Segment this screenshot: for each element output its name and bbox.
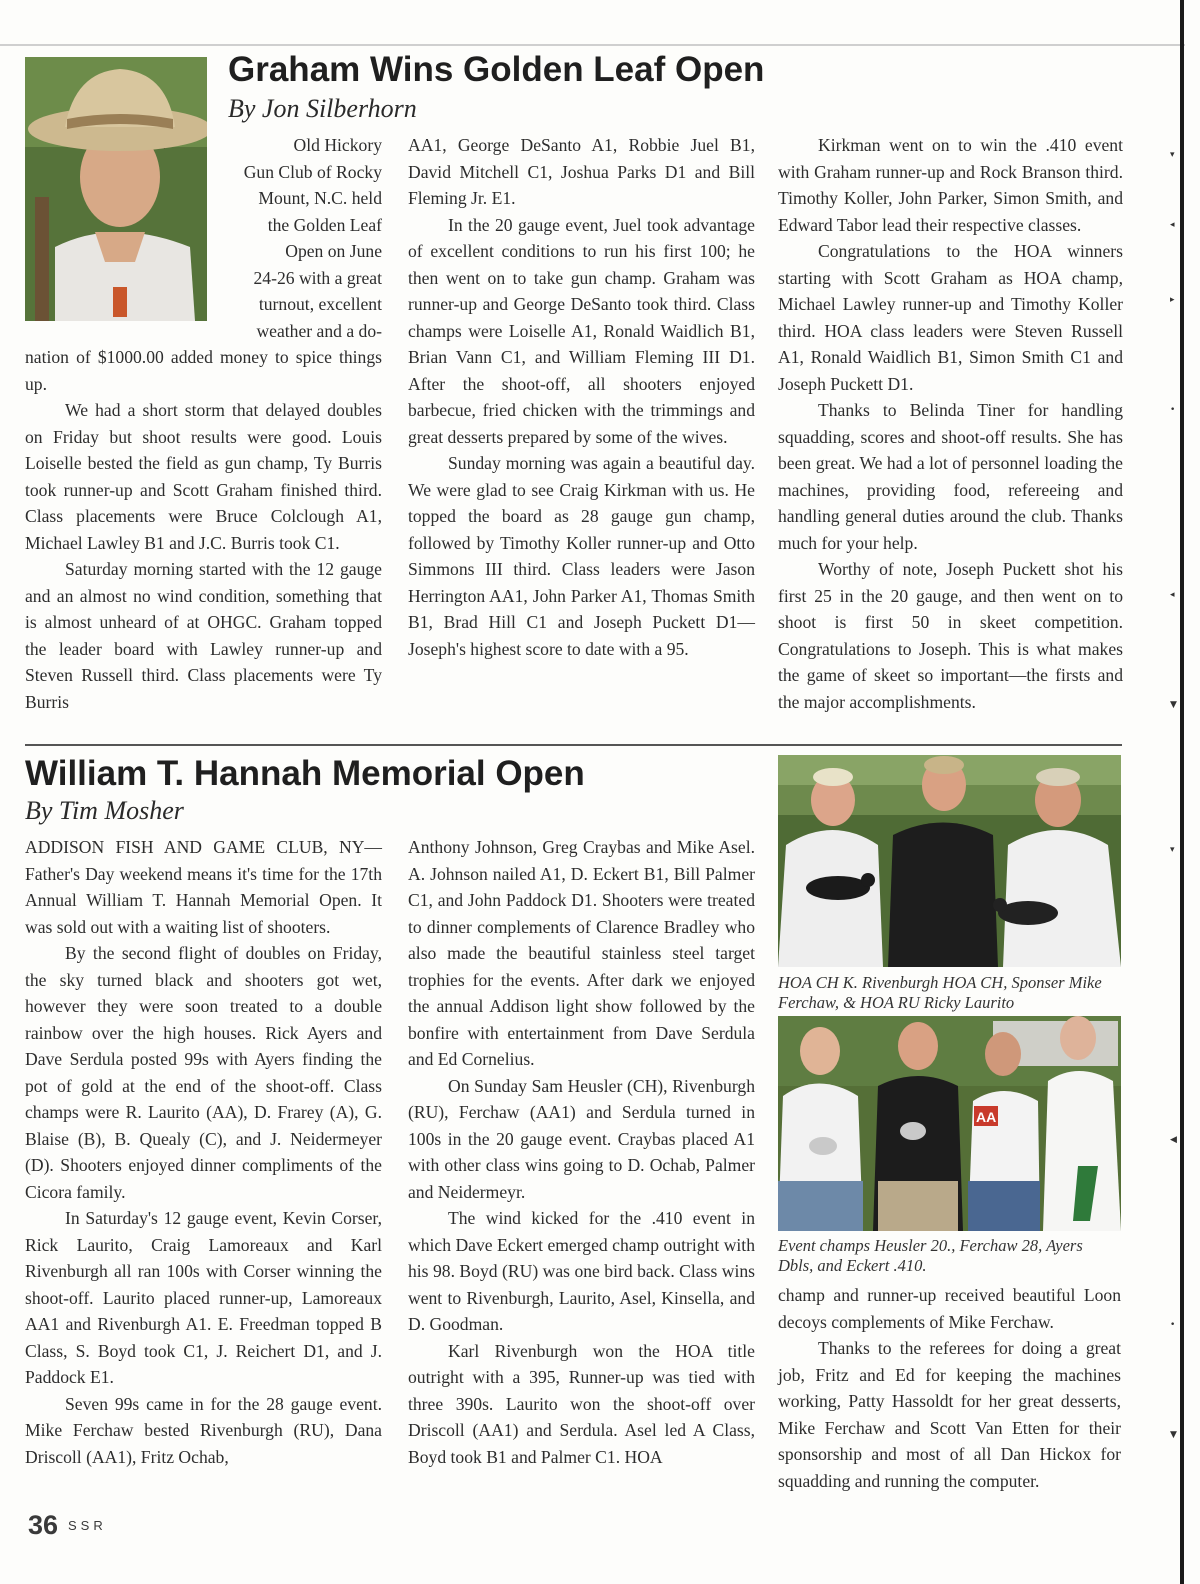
article1-column3 bbox=[778, 132, 1123, 715]
paragraph: Thanks to Belinda Tiner for handling squadding, scores and shoot-off results. She has been great. We had a lot of personnel loading the machines, providing food, refereeing and handling general duties around the club. Thanks much for your help. bbox=[778, 400, 1123, 553]
article-title: William T. Hannah Memorial Open bbox=[25, 754, 585, 793]
paragraph: nation of $1000.00 added money to spice things up. bbox=[25, 347, 382, 394]
scan-artifact: • bbox=[1170, 405, 1176, 415]
author-portrait-photo bbox=[25, 57, 207, 321]
scan-artifact: ▼ bbox=[1170, 700, 1177, 710]
paragraph: In Saturday's 12 gauge event, Kevin Corser, Rick Laurito, Craig Lamoreaux and Karl Rivenburgh all ran 100s with Corser winning the shoot-off. Laurito placed runner-up, Lamoreaux AA1 and Rivenburgh A1. E. Freedman topped B Class, S. Boyd took C1, J. Reichert D1, and J. Paddock E1. bbox=[25, 1208, 382, 1387]
paragraph: By the second flight of doubles on Friday, the sky turned black and shooters got wet, however they were soon treated to a double rainbow over the high houses. Rick Ayers and Dave Serdula posted 99s with Ayers finding the pot of gold at the end of the shoot-off. Class champs were R. Laurito (AA), D. Frarey (A), G. Blaise (B), B. Quealy (C), and J. Neidermeyer (D). Shooters enjoyed dinner compliments of the Cicora family. bbox=[25, 943, 382, 1202]
scan-artifact: ◂ bbox=[1170, 220, 1175, 230]
article1-column1 bbox=[25, 344, 382, 715]
wrap-line: weather and a do- bbox=[256, 320, 382, 341]
paragraph: Congratulations to the HOA winners starting with Scott Graham as HOA champ, Michael Lawley runner-up and Timothy Koller third. HOA class leaders were Steven Russell A1, Ronald Waidlich B1, Simon Smith C1 and Joseph Puckett D1. bbox=[778, 241, 1123, 394]
paragraph: The wind kicked for the .410 event in which Dave Eckert emerged champ outright with his 98. Boyd (RU) was one bird back. Class wins went to Rivenburgh, Laurito, Asel, Kinsella, and D. Goodman. bbox=[408, 1208, 755, 1334]
section-divider bbox=[25, 744, 1122, 746]
wrap-line: 24-26 with a great bbox=[253, 267, 382, 288]
paragraph: Kirkman went on to win the .410 event with Graham runner-up and Rock Branson third. Timothy Koller, John Parker, Simon Smith, and Edward Tabor lead their respective classes. bbox=[778, 135, 1123, 235]
paragraph: Anthony Johnson, Greg Craybas and Mike Asel. A. Johnson nailed A1, D. Eckert B1, Bill Palmer C1, and John Paddock D1. Shooters were treated to dinner complements of Clarence Bradley who also made the beautiful stainless steel target trophies for the events. After dark we enjoyed the annual Addison light show followed by the bonfire with entertainment from Dave Serdula and Ed Cornelius. bbox=[408, 837, 755, 1069]
scan-artifact: ▾ bbox=[1170, 845, 1175, 855]
scan-artifact: ▼ bbox=[1170, 1430, 1177, 1440]
shirt-logo-text: AA bbox=[976, 1109, 997, 1125]
article1-column1-wrap bbox=[213, 132, 382, 344]
paragraph: champ and runner-up received beautiful Loon decoys complements of Mike Ferchaw. bbox=[778, 1285, 1121, 1332]
event-champs-photo bbox=[778, 1016, 1121, 1231]
wrap-line: Open on June bbox=[285, 241, 382, 261]
paragraph: Thanks to the referees for doing a great job, Fritz and Ed for keeping the machines working, Patty Hassoldt for her great desserts, Mike Ferchaw and Scott Van Etten for their sponsorship and most of all Dan Hickox for squadding and running the computer. bbox=[778, 1338, 1121, 1491]
top-rule bbox=[0, 44, 1185, 46]
article2-column3 bbox=[778, 1282, 1121, 1494]
paragraph: Worthy of note, Joseph Puckett shot his first 25 in the 20 gauge, and then went on to shoot is first 50 in skeet competition. Congratulations to Joseph. This is what makes the game of skeet so important—the firsts and the major accomplishments. bbox=[778, 559, 1123, 712]
paragraph: Seven 99s came in for the 28 gauge event. Mike Ferchaw bested Rivenburgh (RU), Dana Driscoll (AA1), Fritz Ochab, bbox=[25, 1393, 382, 1467]
article2-column1 bbox=[25, 834, 382, 1470]
paragraph: Karl Rivenburgh won the HOA title outright with a 395, Runner-up was tied with three 390s. Laurito won the shoot-off over Driscoll (AA1) and Serdula. Asel led A Class, Boyd took B1 and Palmer C1. HOA bbox=[408, 1340, 755, 1467]
wrap-line: Gun Club of Rocky bbox=[243, 161, 382, 182]
paragraph: Sunday morning was again a beautiful day. We were glad to see Craig Kirkman with us. He topped the board as 28 gauge gun champ, followed by Timothy Koller runner-up and Otto Simmons III third. Class leaders were Jason Herrington AA1, John Parker A1, Thomas Smith B1, Brad Hill C1 and Joseph Puckett D1—Joseph's highest score to date with a 95. bbox=[408, 453, 755, 659]
publication-label: SSR bbox=[68, 1518, 107, 1533]
paragraph: We had a short storm that delayed doubles on Friday but shoot results were good. Louis Loiselle bested the field as gun champ, Ty Burris took runner-up and Scott Graham finished third. Class placements were Bruce Colclough A1, Michael Lawley B1 and J.C. Burris took C1. bbox=[25, 400, 382, 553]
scan-artifact: ▾ bbox=[1170, 150, 1175, 160]
paragraph: Saturday morning started with the 12 gauge and an almost no wind condition, something that is almost unheard of at OHGC. Graham topped the leader board with Lawley runner-up and Steven Russell third. Class placements were Ty Burris bbox=[25, 559, 382, 712]
scan-artifact: ◀ bbox=[1170, 1135, 1177, 1145]
article2-column2 bbox=[408, 834, 755, 1470]
photo-caption: Event champs Heusler 20., Ferchaw 28, Ayers Dbls, and Eckert .410. bbox=[778, 1236, 1083, 1275]
wrap-line: the Golden Leaf bbox=[267, 214, 382, 235]
page-edge bbox=[1180, 0, 1184, 1584]
paragraph: AA1, George DeSanto A1, Robbie Juel B1, David Mitchell C1, Joshua Parks D1 and Bill Fleming Jr. E1. bbox=[408, 135, 755, 208]
page-number: 36 bbox=[28, 1510, 59, 1540]
scan-artifact: • bbox=[1170, 1320, 1176, 1330]
paragraph: In the 20 gauge event, Juel took advantage of excellent conditions to run his first 100; he then went on to take gun champ. Graham was runner-up and George DeSanto took third. Class champs were Loiselle A1, Ronald Waidlich B1, Brian Vann C1, and William Fleming III D1. After the shoot-off, all shooters enjoyed barbecue, fried chicken with the trimmings and great desserts prepared by some of the wives. bbox=[408, 214, 755, 447]
paragraph: ADDISON FISH AND GAME CLUB, NY—Father's Day weekend means it's time for the 17th Annual William T. Hannah Memorial Open. It was sold out with a waiting list of shooters. bbox=[25, 837, 382, 937]
article1-column2 bbox=[408, 132, 755, 662]
article-byline: By Jon Silberhorn bbox=[228, 94, 417, 123]
wrap-line: turnout, excellent bbox=[258, 294, 382, 314]
hoa-winners-photo bbox=[778, 755, 1121, 967]
photo-caption: HOA CH K. Rivenburgh HOA CH, Sponser Mike Ferchaw, & HOA RU Ricky Laurito bbox=[778, 973, 1102, 1012]
paragraph: On Sunday Sam Heusler (CH), Rivenburgh (RU), Ferchaw (AA1) and Serdula turned in 100s in the 20 gauge event. Craybas placed A1 with other class wins going to D. Ochab, Palmer and Neidermeyr. bbox=[408, 1075, 755, 1202]
scan-artifact: ▸ bbox=[1170, 295, 1175, 305]
wrap-line: Mount, N.C. held bbox=[258, 188, 382, 208]
article-title: Graham Wins Golden Leaf Open bbox=[228, 50, 765, 89]
article-byline: By Tim Mosher bbox=[25, 796, 184, 825]
wrap-line: Old Hickory bbox=[293, 135, 382, 155]
scan-artifact: ◂ bbox=[1170, 590, 1175, 600]
